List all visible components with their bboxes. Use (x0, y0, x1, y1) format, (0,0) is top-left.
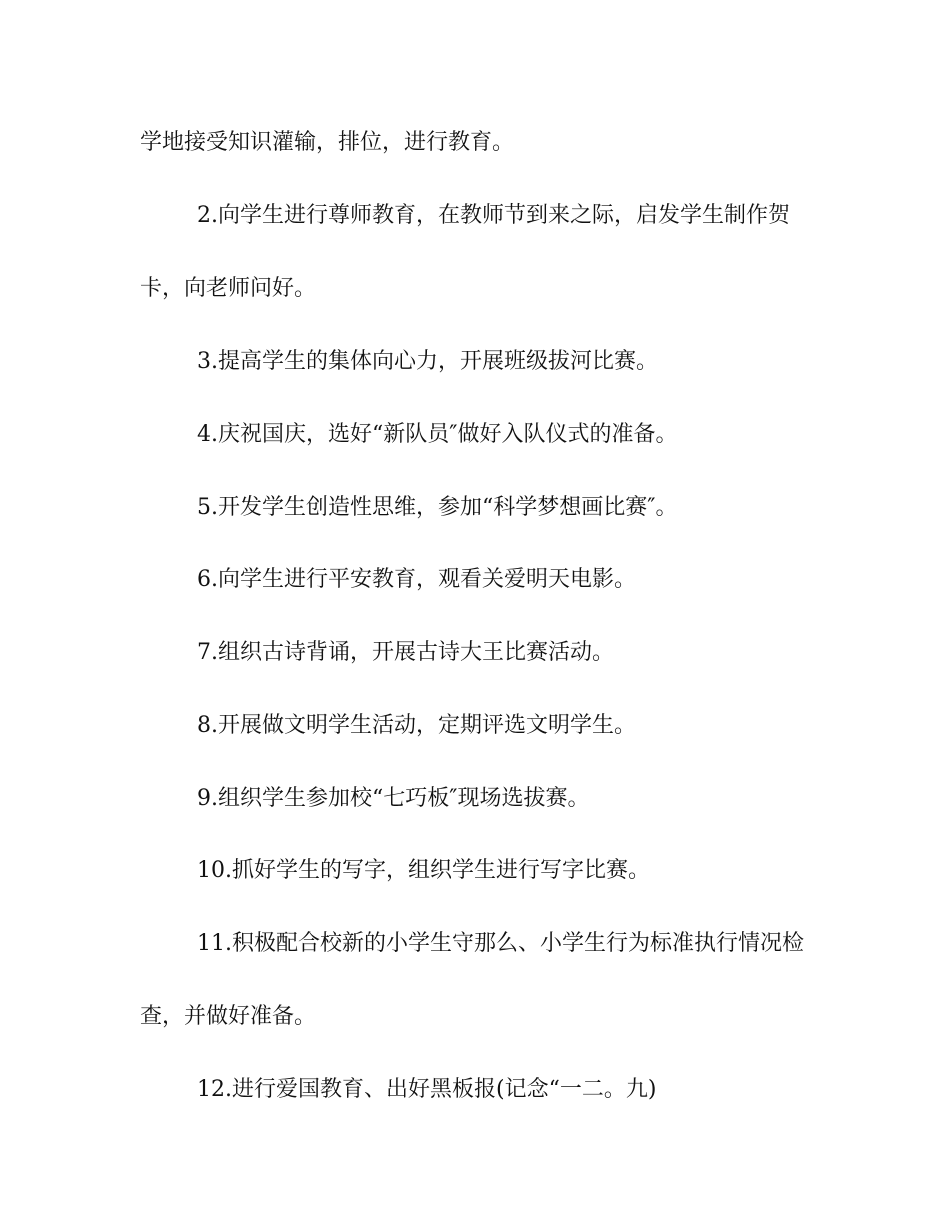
text-line-continuation: 查，并做好准备。 (140, 1004, 317, 1029)
text-line-continuation: 卡，向老师问好。 (140, 276, 317, 301)
list-item-3: 3.提高学生的集体向心力，开展班级拔河比赛。 (197, 349, 658, 374)
list-item-6: 6.向学生进行平安教育，观看关爱明天电影。 (197, 567, 636, 592)
list-item-7: 7.组织古诗背诵，开展古诗大王比赛活动。 (197, 640, 614, 665)
list-item-12: 12.进行爱国教育、出好黑板报(记念“一二。九) (197, 1077, 657, 1102)
list-item-10: 10.抓好学生的写字，组织学生进行写字比赛。 (197, 858, 650, 883)
list-item-5: 5.开发学生创造性思维，参加“科学梦想画比赛″。 (197, 495, 678, 520)
list-item-4: 4.庆祝国庆，选好“新队员″做好入队仪式的准备。 (197, 422, 678, 447)
list-item-11: 11.积极配合校新的小学生守那么、小学生行为标准执行情况检 (197, 931, 804, 956)
list-item-8: 8.开展做文明学生活动，定期评选文明学生。 (197, 713, 636, 738)
list-item-9: 9.组织学生参加校“七巧板″现场选拔赛。 (197, 786, 590, 811)
text-line-continuation: 学地接受知识灌输，排位，进行教育。 (140, 130, 515, 155)
list-item-2: 2.向学生进行尊师教育，在教师节到来之际，启发学生制作贺 (197, 203, 790, 228)
